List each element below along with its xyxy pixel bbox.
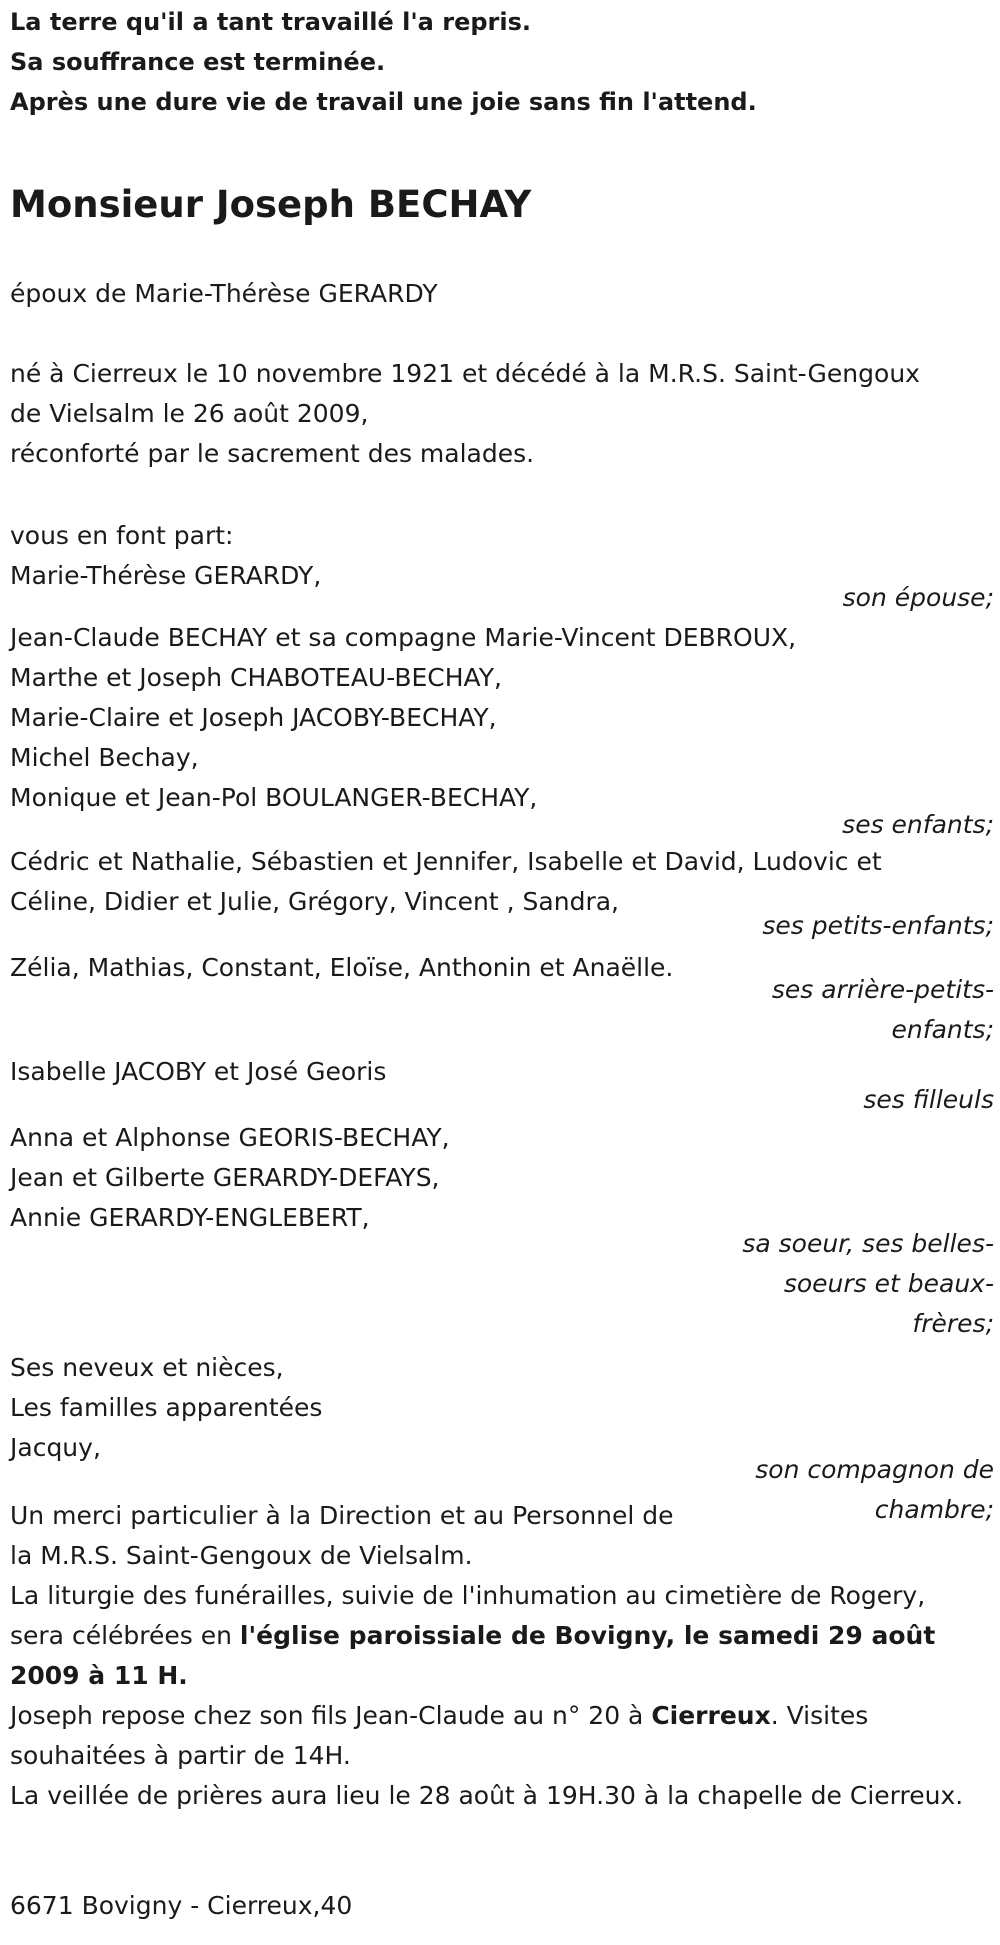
liturgy-details <box>10 1616 990 1696</box>
relation-label: frères; <box>912 1309 994 1338</box>
family-name: Marie-Thérèse GERARDY, <box>10 561 322 590</box>
rest-place: Cierreux <box>651 1701 771 1730</box>
birth-death-line: né à Cierreux le 10 novembre 1921 et décédé à la M.R.S. Saint-Gengoux <box>10 359 920 388</box>
relation-label: soeurs et beaux- <box>783 1269 994 1298</box>
birth-death-line: de Vielsalm le 26 août 2009, <box>10 399 369 428</box>
announce-line: vous en font part: <box>10 521 234 550</box>
relation-label: ses enfants; <box>842 810 994 839</box>
family-name: Zélia, Mathias, Constant, Eloïse, Anthonin et Anaëlle. <box>10 953 674 982</box>
relation-label: ses filleuls <box>863 1085 994 1114</box>
relation-label: son compagnon de <box>755 1455 994 1484</box>
rest-text: Joseph repose chez son fils Jean-Claude au n° 20 à <box>10 1701 652 1730</box>
family-name: Marthe et Joseph CHABOTEAU-BECHAY, <box>10 663 502 692</box>
relation-label: ses petits-enfants; <box>762 911 994 940</box>
family-name: Céline, Didier et Julie, Grégory, Vincent , Sandra, <box>10 887 619 916</box>
sacrament-line: réconforté par le sacrement des malades. <box>10 439 535 468</box>
family-name: Annie GERARDY-ENGLEBERT, <box>10 1203 370 1232</box>
family-name: Jacquy, <box>10 1433 101 1462</box>
thanks-line: Un merci particulier à la Direction et au Personnel de <box>10 1501 674 1530</box>
family-name: Isabelle JACOBY et José Georis <box>10 1057 387 1086</box>
liturgy-place-date: l'église paroissiale de Bovigny, le samedi 29 août 2009 à 11 H. <box>10 1621 936 1690</box>
rest-visits: . Visites souhaitées à partir de 14H. <box>10 1701 869 1770</box>
family-name: Jean-Claude BECHAY et sa compagne Marie-Vincent DEBROUX, <box>10 623 797 652</box>
family-name: Jean et Gilberte GERARDY-DEFAYS, <box>10 1163 440 1192</box>
relation-label: son épouse; <box>842 583 994 612</box>
liturgy-text: sera célébrées en <box>10 1621 240 1650</box>
verse-line: Après une dure vie de travail une joie sans fin l'attend. <box>10 88 757 116</box>
liturgy-line: La liturgie des funérailles, suivie de l'inhumation au cimetière de Rogery, <box>10 1581 926 1610</box>
relation-label: sa soeur, ses belles- <box>742 1229 994 1258</box>
relation-label: ses arrière-petits- <box>771 975 994 1004</box>
family-name: Ses neveux et nièces, <box>10 1353 284 1382</box>
verse-line: Sa souffrance est terminée. <box>10 48 386 76</box>
vigil-line: La veillée de prières aura lieu le 28 août à 19H.30 à la chapelle de Cierreux. <box>10 1781 964 1810</box>
thanks-line: la M.R.S. Saint-Gengoux de Vielsalm. <box>10 1541 473 1570</box>
spouse-line: époux de Marie-Thérèse GERARDY <box>10 279 438 308</box>
rest-details <box>10 1696 990 1776</box>
relation-label: chambre; <box>874 1495 994 1524</box>
address: 6671 Bovigny - Cierreux,40 <box>10 1891 353 1920</box>
family-name: Les familles apparentées <box>10 1393 323 1422</box>
family-name: Monique et Jean-Pol BOULANGER-BECHAY, <box>10 783 538 812</box>
deceased-name: Monsieur Joseph BECHAY <box>10 183 532 226</box>
family-name: Marie-Claire et Joseph JACOBY-BECHAY, <box>10 703 497 732</box>
family-name: Cédric et Nathalie, Sébastien et Jennifer, Isabelle et David, Ludovic et <box>10 847 882 876</box>
family-name: Anna et Alphonse GEORIS-BECHAY, <box>10 1123 450 1152</box>
family-name: Michel Bechay, <box>10 743 199 772</box>
relation-label: enfants; <box>891 1015 994 1044</box>
verse-line: La terre qu'il a tant travaillé l'a repris. <box>10 8 531 36</box>
